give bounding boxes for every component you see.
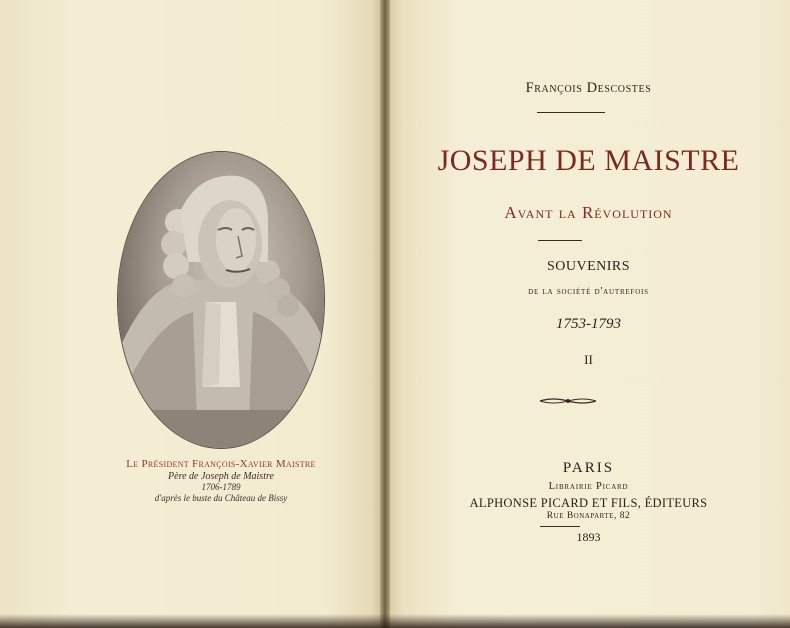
- portrait-caption-relation: Père de Joseph de Maistre: [168, 471, 274, 482]
- portrait-bust-image: [118, 152, 324, 448]
- societe-subheading: de la société d'autrefois: [528, 286, 649, 297]
- divider-rule: [540, 526, 580, 527]
- book-bottom-edge: [0, 614, 790, 628]
- souvenirs-heading: SOUVENIRS: [546, 259, 631, 274]
- publication-year: 1893: [576, 530, 601, 544]
- book-title: JOSEPH DE MAISTRE: [437, 144, 740, 177]
- publisher-name: ALPHONSE PICARD ET FILS, ÉDITEURS: [469, 496, 708, 510]
- volume-number: II: [584, 352, 593, 367]
- divider-rule: [537, 112, 605, 113]
- author-name: François Descostes: [525, 80, 652, 96]
- portrait-caption-dates: 1706-1789: [201, 482, 241, 492]
- ornament-fleuron-icon: [538, 395, 598, 407]
- divider-rule: [538, 240, 582, 241]
- portrait-caption-name: Le Président François-Xavier Maistre: [126, 458, 316, 470]
- year-range: 1753-1793: [556, 316, 621, 332]
- publisher-address: Rue Bonaparte, 82: [546, 511, 631, 521]
- publication-city: PARIS: [562, 460, 615, 476]
- portrait-caption-source: d'après le buste du Château de Bissy: [154, 493, 288, 503]
- librairie-name: Librairie Picard: [548, 481, 629, 492]
- book-subtitle: Avant la Révolution: [504, 203, 673, 222]
